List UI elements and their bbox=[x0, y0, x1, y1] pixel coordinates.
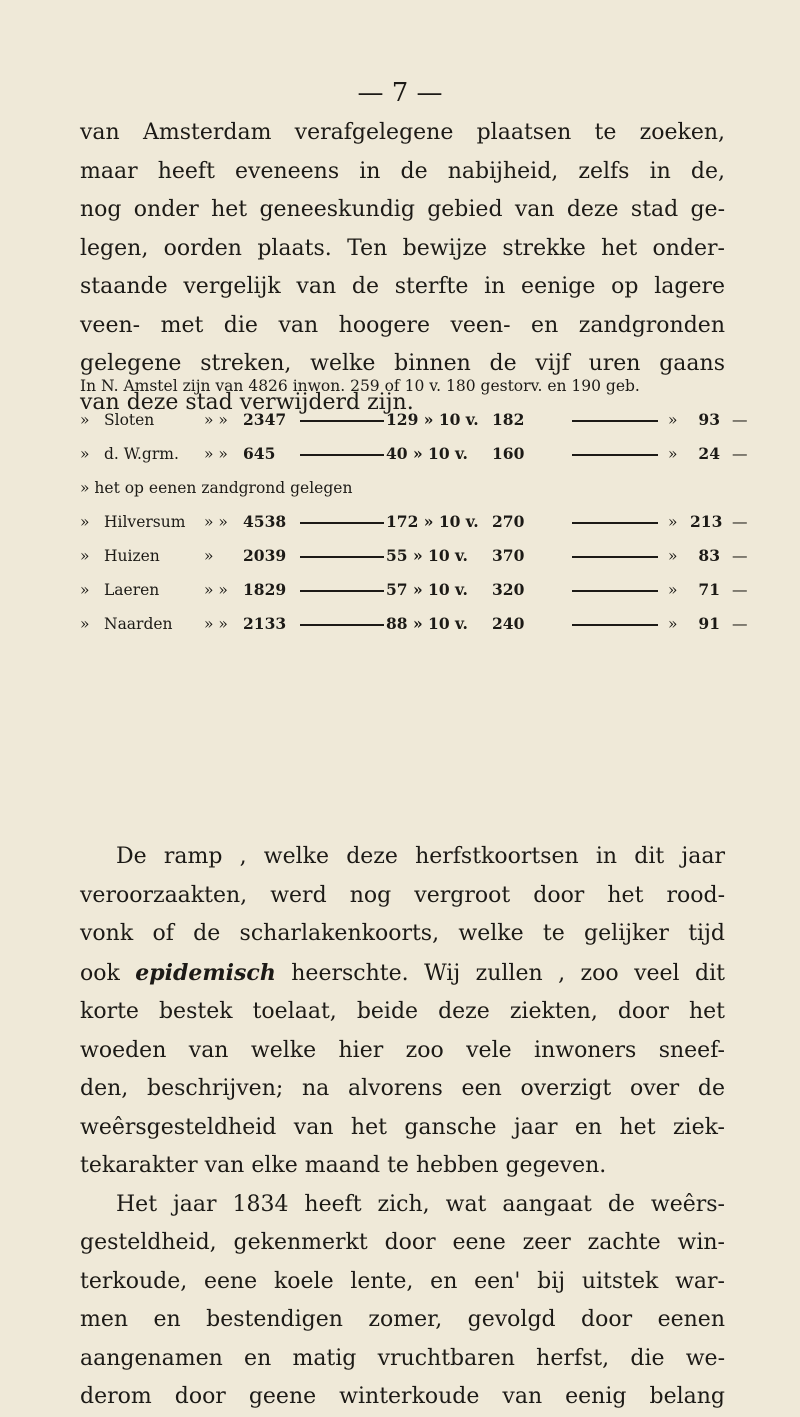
italic-word: epidemisch bbox=[135, 959, 276, 986]
place-name: Sloten bbox=[104, 411, 155, 429]
ditto-mark: » bbox=[668, 547, 678, 565]
ditto-mark: » bbox=[80, 411, 90, 429]
text-line: tekarakter van elke maand te hebben gegeven. bbox=[80, 1153, 607, 1178]
text-line: weêrsgesteldheid van het gansche jaar en het ziek- bbox=[80, 1114, 725, 1140]
leader-rule bbox=[572, 624, 658, 626]
ratio-value: 370 bbox=[492, 546, 525, 565]
ratio-value: 240 bbox=[492, 614, 525, 633]
ditto-mark: » bbox=[668, 445, 678, 463]
births-count: 83 bbox=[698, 546, 720, 565]
leader-rule bbox=[572, 522, 658, 524]
place-name: Huizen bbox=[104, 547, 160, 565]
text-line-emphasis bbox=[80, 954, 725, 994]
text-line: korte bestek toelaat, beide deze ziekten, door het bbox=[80, 999, 725, 1024]
ditto-mark: » » bbox=[204, 615, 228, 633]
table-row bbox=[80, 612, 748, 646]
text-line: staande vergelijk van de sterfte in eenige op lagere bbox=[80, 274, 725, 299]
text-line: maar heeft eveneens in de nabijheid, zelfs in de, bbox=[80, 158, 725, 184]
leader-rule bbox=[572, 454, 658, 456]
inhabitants-count: 1829 bbox=[243, 580, 287, 599]
leader-rule bbox=[300, 522, 384, 524]
deaths-ratio: 88 » 10 v. bbox=[386, 614, 468, 633]
deaths-ratio: 57 » 10 v. bbox=[386, 580, 468, 599]
text-segment: heerschte. Wij zullen , zoo veel dit bbox=[275, 960, 725, 986]
text-line: De ramp , welke deze herfstkoortsen in dit jaar bbox=[116, 844, 725, 869]
ditto-mark: » bbox=[668, 411, 678, 429]
table-rows-sand bbox=[80, 510, 748, 646]
births-count: 24 bbox=[698, 444, 720, 463]
text-line: derom door geene winterkoude van eenig belang bbox=[80, 1384, 725, 1409]
text-line: woeden van welke hier zoo vele inwoners sneef- bbox=[80, 1037, 725, 1063]
ditto-mark: » bbox=[668, 615, 678, 633]
text-line: den, beschrijven; na alvorens een overzigt over de bbox=[80, 1076, 725, 1101]
deaths-ratio: 129 » 10 v. bbox=[386, 410, 479, 429]
deaths-ratio: 172 » 10 v. bbox=[386, 512, 479, 531]
table-subheader: » het op eenen zandgrond gelegen bbox=[80, 479, 353, 497]
table-header-row: In N. Amstel zijn van 4826 inwon. 259 of 10 v. 180 gestorv. en 190 geb. bbox=[80, 377, 640, 395]
leader-rule bbox=[300, 556, 384, 558]
ditto-mark: » » bbox=[204, 411, 228, 429]
end-dash: — bbox=[732, 581, 748, 599]
inhabitants-count: 2133 bbox=[243, 614, 287, 633]
ditto-mark: » » bbox=[204, 581, 228, 599]
births-count: 93 bbox=[698, 410, 720, 429]
leader-rule bbox=[572, 420, 658, 422]
leader-rule bbox=[572, 590, 658, 592]
end-dash: — bbox=[732, 445, 748, 463]
text-segment: ook bbox=[80, 960, 136, 986]
ditto-mark: » » bbox=[204, 445, 228, 463]
end-dash: — bbox=[732, 411, 748, 429]
text-line: men en bestendigen zomer, gevolgd door eenen bbox=[80, 1307, 725, 1332]
table-row bbox=[80, 544, 748, 578]
mortality-table bbox=[80, 374, 748, 646]
ratio-value: 182 bbox=[492, 410, 525, 429]
ratio-value: 320 bbox=[492, 580, 525, 599]
place-name: Naarden bbox=[104, 615, 173, 633]
inhabitants-count: 4538 bbox=[243, 512, 287, 531]
text-line: van Amsterdam verafgelegene plaatsen te zoeken, bbox=[80, 120, 725, 145]
table-row bbox=[80, 442, 748, 476]
ditto-mark: » » bbox=[204, 513, 228, 531]
births-count: 91 bbox=[698, 614, 720, 633]
text-line: gelegene streken, welke binnen de vijf uren gaans bbox=[80, 351, 725, 376]
ditto-mark: » bbox=[80, 513, 90, 531]
text-line: gesteldheid, gekenmerkt door eene zeer zachte win- bbox=[80, 1230, 725, 1255]
text-line: van deze stad verwijderd zijn. bbox=[80, 389, 414, 415]
place-name: Laeren bbox=[104, 581, 160, 599]
text-line: legen, oorden plaats. Ten bewijze strekke het onder- bbox=[80, 235, 725, 261]
text-line: terkoude, eene koele lente, en een' bij uitstek war- bbox=[80, 1268, 725, 1294]
text-line: veen- met die van hoogere veen- en zandgronden bbox=[80, 312, 725, 338]
births-count: 213 bbox=[690, 512, 723, 531]
ditto-mark: » bbox=[80, 615, 90, 633]
leader-rule bbox=[300, 420, 384, 422]
births-count: 71 bbox=[698, 580, 720, 599]
inhabitants-count: 2347 bbox=[243, 410, 287, 429]
place-name: Hilversum bbox=[104, 513, 186, 531]
paragraph-epidemic bbox=[80, 838, 725, 1417]
table-row bbox=[80, 408, 748, 442]
ditto-mark: » bbox=[204, 547, 214, 565]
text-line: Het jaar 1834 heeft zich, wat aangaat de weêrs- bbox=[116, 1191, 725, 1217]
table-row bbox=[80, 578, 748, 612]
text-line: nog onder het geneeskundig gebied van deze stad ge- bbox=[80, 197, 725, 222]
table-row bbox=[80, 510, 748, 544]
inhabitants-count: 645 bbox=[243, 444, 276, 463]
page-number: — 7 — bbox=[357, 78, 443, 108]
ditto-mark: » bbox=[668, 513, 678, 531]
leader-rule bbox=[300, 454, 384, 456]
leader-rule bbox=[572, 556, 658, 558]
deaths-ratio: 55 » 10 v. bbox=[386, 546, 468, 565]
ditto-mark: » bbox=[668, 581, 678, 599]
deaths-ratio: 40 » 10 v. bbox=[386, 444, 468, 463]
ditto-mark: » bbox=[80, 547, 90, 565]
end-dash: — bbox=[732, 547, 748, 565]
end-dash: — bbox=[732, 513, 748, 531]
table-rows-peat bbox=[80, 408, 748, 476]
leader-rule bbox=[300, 590, 384, 592]
ditto-mark: » bbox=[80, 445, 90, 463]
text-line: veroorzaakten, werd nog vergroot door het rood- bbox=[80, 882, 725, 908]
end-dash: — bbox=[732, 615, 748, 633]
inhabitants-count: 2039 bbox=[243, 546, 287, 565]
place-name: d. W.grm. bbox=[104, 445, 179, 463]
ratio-value: 270 bbox=[492, 512, 525, 531]
ratio-value: 160 bbox=[492, 444, 525, 463]
text-line: aangenamen en matig vruchtbaren herfst, die we- bbox=[80, 1345, 725, 1371]
text-line: vonk of de scharlakenkoorts, welke te gelijker tijd bbox=[80, 921, 725, 946]
leader-rule bbox=[300, 624, 384, 626]
ditto-mark: » bbox=[80, 581, 90, 599]
